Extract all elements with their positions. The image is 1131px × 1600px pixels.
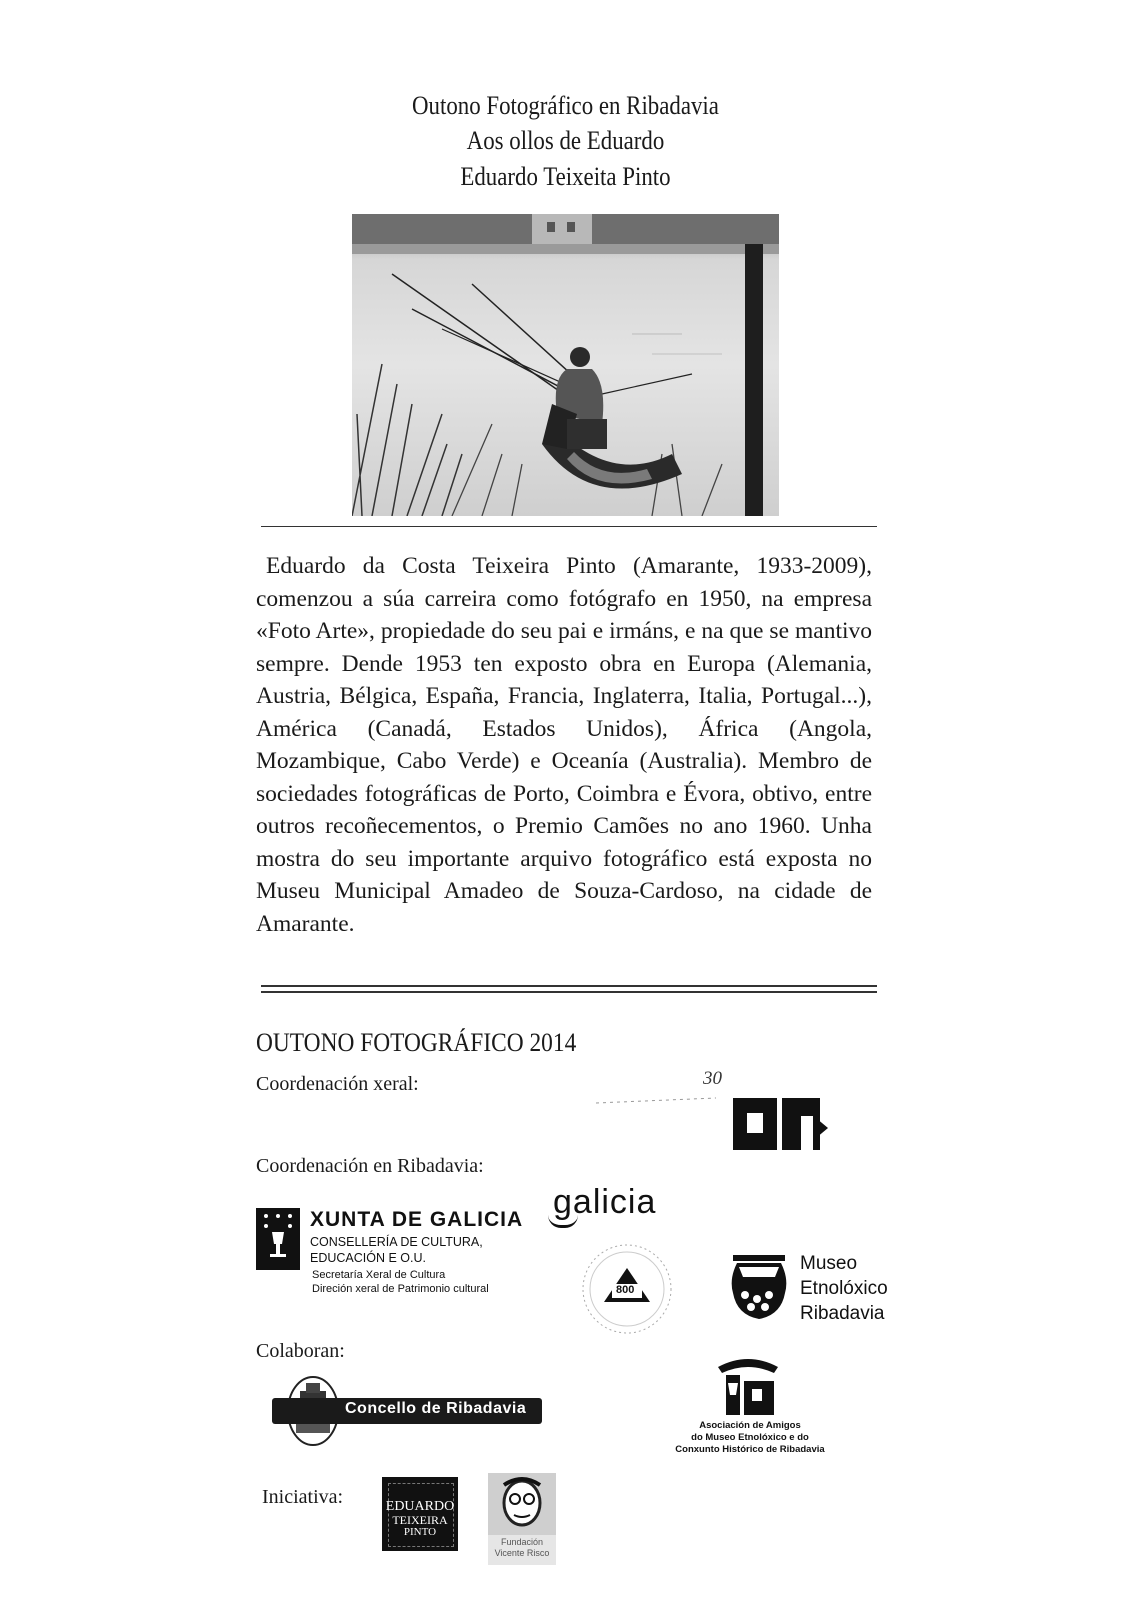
- divider-double-b: [261, 991, 877, 993]
- credits-heading: OUTONO FOTOGRÁFICO 2014: [256, 1028, 577, 1057]
- museo-pot-icon: [727, 1253, 791, 1323]
- amigos-line-1: Asociación de Amigos: [699, 1420, 801, 1431]
- etp-line-2: TEIXEIRA: [392, 1513, 448, 1527]
- risco-portrait-icon: [488, 1473, 556, 1535]
- divider-top: [261, 526, 877, 527]
- anniversary-seal: [578, 1240, 676, 1338]
- amigos-logo-icon: [708, 1355, 788, 1417]
- amigos-line-3: Conxunto Histórico de Ribadavia: [675, 1444, 825, 1455]
- photo-svg: [352, 214, 779, 516]
- museo-line-1: Museo: [800, 1253, 858, 1274]
- title-line-3: Eduardo Teixeita Pinto: [460, 162, 671, 191]
- divider-double-a: [261, 985, 877, 987]
- concello-name: Concello de Ribadavia: [345, 1400, 527, 1417]
- xunta-dept-2: EDUCACIÓN E O.U.: [310, 1251, 426, 1265]
- amigos-line-2: do Museo Etnolóxico e do: [691, 1432, 809, 1443]
- etp-line-1: EDUARDO: [385, 1499, 455, 1514]
- title-line-2: Aos ollos de Eduardo: [466, 126, 665, 155]
- outono-fotografico-logo: [596, 1068, 856, 1153]
- label-initiative: Iniciativa:: [262, 1486, 344, 1508]
- etp-line-3: PINTO: [403, 1526, 437, 1538]
- biography-text: Eduardo da Costa Teixeira Pinto (Amarante, 1933-2009), comenzou a súa carreira como fotógrafo en 1950, na empresa «Foto Arte», propiedade do seu pai e irmáns, e na que se mantivo sempre. Dende 1953 ten exposto obra en Europa (Alemania, Austria, Bélgica, España, Francia, Inglaterra, Italia, Portugal...), América (Canadá, Estados Unidos), África (Angola, Mozambique, Cabo Verde) e Oceanía (Australia). Membro de sociedades fotográficas de Porto, Coimbra e Évora, obtivo, entre outros recoñecementos, o Premio Camões no ano 1960. Unha mostra do seu importante arquivo fotográfico está exposta no Museu Municipal Amadeo de Souza-Cardoso, na cidade de Amarante.: [256, 553, 872, 937]
- title-line-1: Outono Fotográfico en Ribadavia: [412, 91, 719, 120]
- galicia-logo: galicia: [553, 1183, 657, 1221]
- xunta-dept-1: CONSELLERÍA DE CULTURA,: [310, 1235, 483, 1249]
- fisherman-photo: [352, 214, 779, 516]
- risco-foundation-logo: [488, 1473, 556, 1565]
- xunta-sub-1: Secretaría Xeral de Cultura: [312, 1269, 446, 1281]
- risco-line-1: Fundación: [500, 1537, 544, 1547]
- museo-line-3: Ribadavia: [800, 1303, 885, 1324]
- risco-line-2: Vicente Risco: [494, 1548, 550, 1558]
- label-collaborate: Colaboran:: [256, 1340, 345, 1362]
- label-coordination-ribadavia: Coordenación en Ribadavia:: [256, 1155, 484, 1177]
- xunta-shield-icon: [256, 1208, 300, 1270]
- label-coordination-general: Coordenación xeral:: [256, 1073, 419, 1095]
- museo-line-2: Etnolóxico: [800, 1278, 888, 1299]
- etp-association-logo: [382, 1477, 458, 1551]
- of-logo-number: 30: [703, 1068, 722, 1089]
- xunta-name: XUNTA DE GALICIA: [310, 1208, 524, 1231]
- xunta-sub-2: Direción xeral de Patrimonio cultural: [312, 1283, 489, 1295]
- galicia-swoosh-icon: [548, 1215, 578, 1228]
- seal-number: 800: [616, 1284, 635, 1296]
- of-logo-svg: [596, 1068, 856, 1153]
